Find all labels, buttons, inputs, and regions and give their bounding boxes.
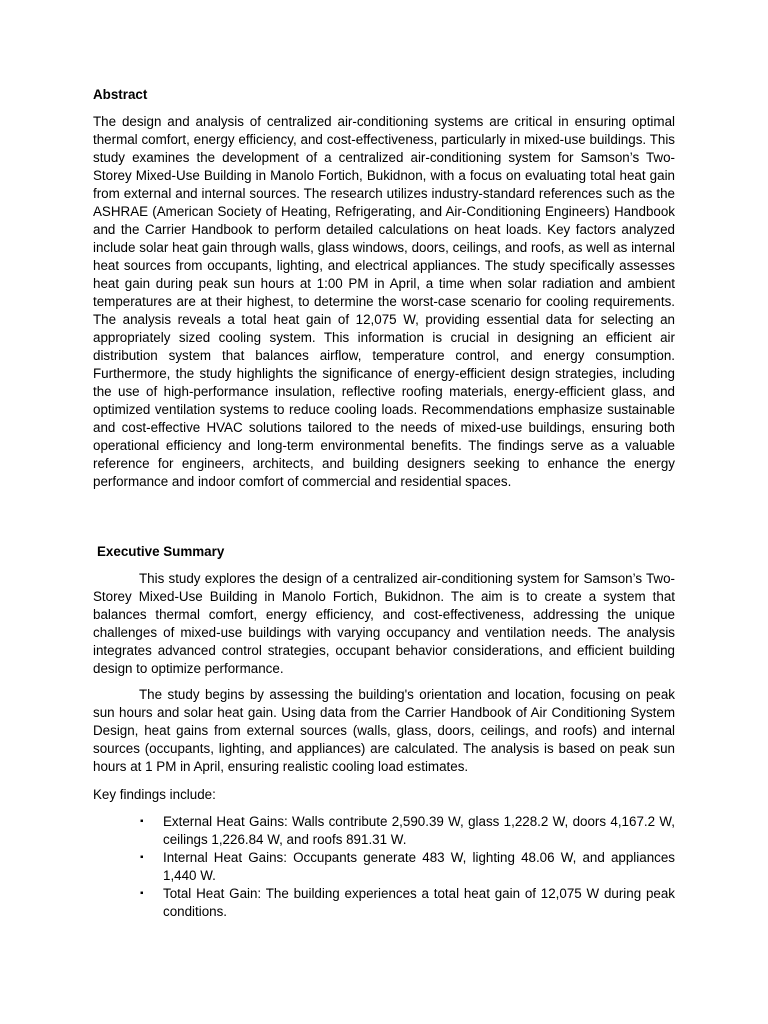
square-bullet-icon: ▪ xyxy=(140,852,144,863)
executive-summary-paragraph-2: The study begins by assessing the building's orientation and location, focusing on peak sun hours and solar heat gain. Using data from the Carrier Handbook of Air Conditioning System Design, heat gains from external sources (walls, glass, doors, ceilings, and roofs) and internal sources (occupants, lighting, and appliances) are calculated. The analysis is based on peak sun hours at 1 PM in April, ensuring realistic cooling load estimates. xyxy=(93,687,675,774)
list-item xyxy=(93,849,675,885)
key-findings-label: Key findings include: xyxy=(93,787,216,802)
executive-summary-heading: Executive Summary xyxy=(97,544,225,559)
abstract-heading: Abstract xyxy=(93,87,148,102)
executive-summary-paragraph-1: This study explores the design of a centralized air-conditioning system for Samson’s Two-Storey Mixed-Use Building in Manolo Fortich, Bukidnon. The aim is to create a system that balances thermal comfort, energy efficiency, and cost-effectiveness, addressing the unique challenges of mixed-use buildings with varying occupancy and ventilation needs. The analysis integrates advanced control strategies, occupant behavior considerations, and efficient building design to optimize performance. xyxy=(93,571,675,676)
list-item xyxy=(93,885,675,921)
list-item xyxy=(93,813,675,849)
square-bullet-icon: ▪ xyxy=(140,888,144,899)
finding-internal-heat-gains: Internal Heat Gains: Occupants generate 483 W, lighting 48.06 W, and appliances 1,440 W. xyxy=(163,850,675,883)
finding-total-heat-gain: Total Heat Gain: The building experiences a total heat gain of 12,075 W during peak conditions. xyxy=(163,886,675,919)
key-findings-list xyxy=(93,813,675,921)
abstract-paragraph: The design and analysis of centralized air-conditioning systems are critical in ensuring optimal thermal comfort, energy efficiency, and cost-effectiveness, particularly in mixed-use buildings. This study examines the development of a centralized air-conditioning system for Samson’s Two-Storey Mixed-Use Building in Manolo Fortich, Bukidnon, with a focus on evaluating total heat gain from external and internal sources. The research utilizes industry-standard references such as the ASHRAE (American Society of Heating, Refrigerating, and Air-Conditioning Engineers) Handbook and the Carrier Handbook to perform detailed calculations on heat loads. Key factors analyzed include solar heat gain through walls, glass windows, doors, ceilings, and roofs, as well as internal heat sources from occupants, lighting, and electrical appliances. The study specifically assesses heat gain during peak sun hours at 1:00 PM in April, a time when solar radiation and ambient temperatures are at their highest, to determine the worst-case scenario for cooling requirements. The analysis reveals a total heat gain of 12,075 W, providing essential data for selecting an appropriately sized cooling system. This information is crucial in designing an efficient air distribution system that balances airflow, temperature control, and energy consumption. Furthermore, the study highlights the significance of energy-efficient design strategies, including the use of high-performance insulation, reflective roofing materials, energy-efficient glass, and optimized ventilation systems to reduce cooling loads. Recommendations emphasize sustainable and cost-effective HVAC solutions tailored to the needs of mixed-use buildings, ensuring both operational efficiency and long-term environmental benefits. The findings serve as a valuable reference for engineers, architects, and building designers seeking to enhance the energy performance and indoor comfort of commercial and residential spaces. xyxy=(93,114,675,489)
finding-external-heat-gains: External Heat Gains: Walls contribute 2,590.39 W, glass 1,228.2 W, doors 4,167.2 W, ceilings 1,226.84 W, and roofs 891.31 W. xyxy=(163,814,675,847)
square-bullet-icon: ▪ xyxy=(140,816,144,827)
